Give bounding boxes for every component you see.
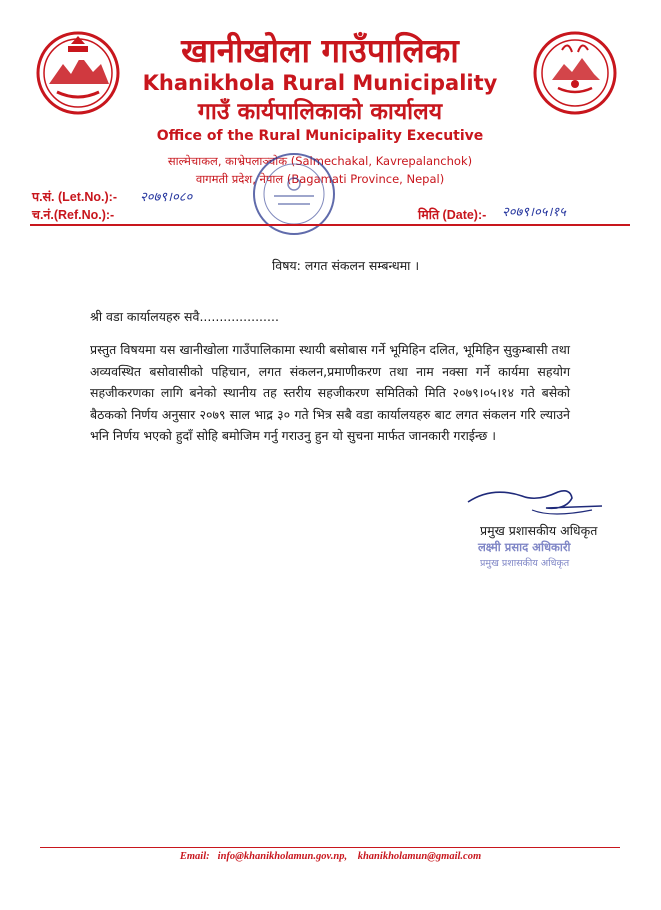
- footer-divider: [40, 847, 620, 848]
- signature-mark: [462, 480, 612, 520]
- address-line-1: साल्मेचाकल, काभ्रेपलाञ्चोक (Salmechakal, Kavrepalanchok): [167, 154, 473, 168]
- ref-no-label: च.नं.(Ref.No.):-: [32, 208, 115, 222]
- letter-no-label: प.सं. (Let.No.):-: [32, 190, 117, 204]
- letter-subject: विषय: लगत संकलन सम्बन्धमा ।: [272, 258, 420, 273]
- signatory-title-stamp: प्रमुख प्रशासकीय अधिकृत: [480, 558, 570, 569]
- municipality-title-english: Khanikhola Rural Municipality: [142, 71, 498, 95]
- letter-salutation: श्री वडा कार्यालयहरु सवै....................: [90, 309, 279, 324]
- header-divider: [30, 224, 630, 226]
- nepal-emblem-icon: [35, 30, 121, 116]
- municipality-title-nepali: खानीखोला गाउँपालिका: [181, 31, 459, 70]
- date-value: २०७९।०५।१५: [502, 205, 566, 220]
- footer-contact: [0, 851, 661, 862]
- office-title-nepali: गाउँ कार्यपालिकाको कार्यालय: [197, 99, 443, 125]
- letter-no-value: २०७९।०८०: [140, 190, 193, 205]
- municipality-logo-icon: [532, 30, 618, 116]
- address-line-2: वागमती प्रदेश, नेपाल (Bagamati Province, Nepal): [195, 172, 445, 186]
- signatory-name-stamp: लक्ष्मी प्रसाद अधिकारी: [478, 540, 571, 554]
- footer-email-1[interactable]: info@khanikholamun.gov.np,: [217, 851, 348, 862]
- office-stamp: [246, 146, 342, 242]
- footer-email-2[interactable]: khanikholamun@gmail.com: [357, 851, 482, 862]
- office-title-english: Office of the Rural Municipality Executive: [156, 128, 484, 144]
- signatory-title: प्रमुख प्रशासकीय अधिकृत: [480, 523, 598, 538]
- date-label: मिति (Date):-: [418, 208, 487, 222]
- footer-email-label: Email:: [179, 851, 210, 862]
- letter-body: प्रस्तुत विषयमा यस खानीखोला गाउँपालिकामा स्थायी बसोबास गर्ने भूमिहिन दलित, भूमिहिन सुकुम्बासी तथा अव्यवस्थित बसोवासीको पहिचान, लगत संकलन,प्रमाणीकरण तथा नाम नक्सा गर्ने कार्यमा सहयोग सहजीकरणका लागि बनेको स्थानीय तह स्तरीय सहजीकरण समितिको मिति २०७९।०५।१४ गते बसेको बैठकको निर्णय अनुसार २०७९ साल भाद्र ३० गते भित्र सबै वडा कार्यालयहरु बाट लगत संकलन गरि ल्याउने भनि निर्णय भएको हुदाँ सोहि बमोजिम गर्नु गराउनु हुन यो सुचना मार्फत जानकारी गराईन्छ ।: [90, 342, 570, 443]
